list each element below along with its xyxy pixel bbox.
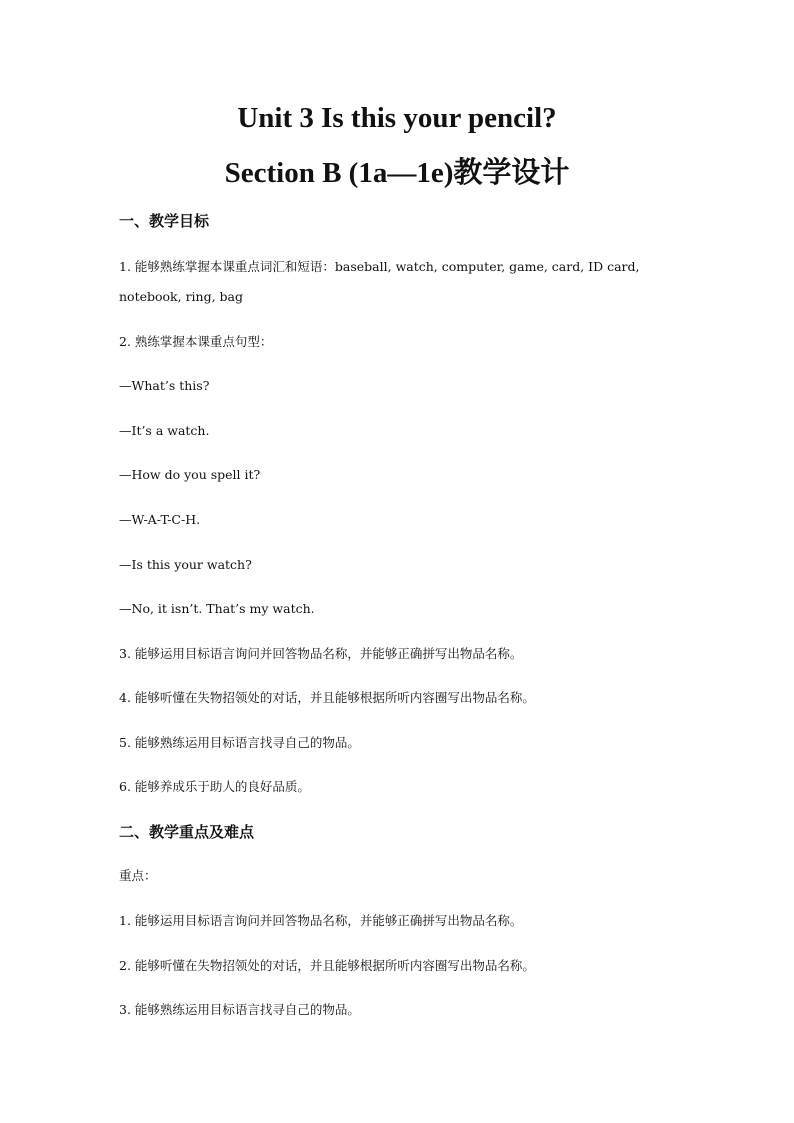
- objective-line: 2. 熟练掌握本课重点句型：: [119, 334, 273, 349]
- objective-line: 3. 能够运用目标语言询问并回答物品名称，并能够正确拼写出物品名称。: [119, 646, 523, 661]
- objective-line: notebook, ring, bag: [119, 289, 243, 304]
- objective-line: 6. 能够养成乐于助人的良好品质。: [119, 779, 310, 794]
- section-heading-objectives: 一、教学目标: [119, 212, 210, 230]
- objective-line: 1. 能够熟练掌握本课重点词汇和短语：baseball, watch, computer, game, card, ID card,: [119, 259, 640, 274]
- document-title: Unit 3 Is this your pencil?: [237, 102, 557, 134]
- dialogue-line: —What’s this?: [119, 378, 210, 393]
- dialogue-line: —How do you spell it?: [119, 467, 261, 482]
- document-subtitle: Section B (1a—1e)教学设计: [224, 157, 570, 189]
- key-point-line: 2. 能够听懂在失物招领处的对话，并且能够根据所听内容圈写出物品名称。: [119, 958, 535, 973]
- key-point-line: 3. 能够熟练运用目标语言找寻自己的物品。: [119, 1002, 360, 1017]
- section-heading-key-points: 二、教学重点及难点: [119, 823, 255, 841]
- dialogue-line: —W-A-T-C-H.: [119, 512, 201, 527]
- objective-line: 5. 能够熟练运用目标语言找寻自己的物品。: [119, 735, 360, 750]
- dialogue-line: —It’s a watch.: [119, 423, 210, 438]
- objective-line: 4. 能够听懂在失物招领处的对话，并且能够根据所听内容圈写出物品名称。: [119, 690, 535, 705]
- key-points-label: 重点：: [119, 868, 157, 883]
- dialogue-line: —Is this your watch?: [119, 557, 252, 572]
- key-point-line: 1. 能够运用目标语言询问并回答物品名称，并能够正确拼写出物品名称。: [119, 913, 523, 928]
- dialogue-line: —No, it isn’t. That’s my watch.: [119, 601, 315, 616]
